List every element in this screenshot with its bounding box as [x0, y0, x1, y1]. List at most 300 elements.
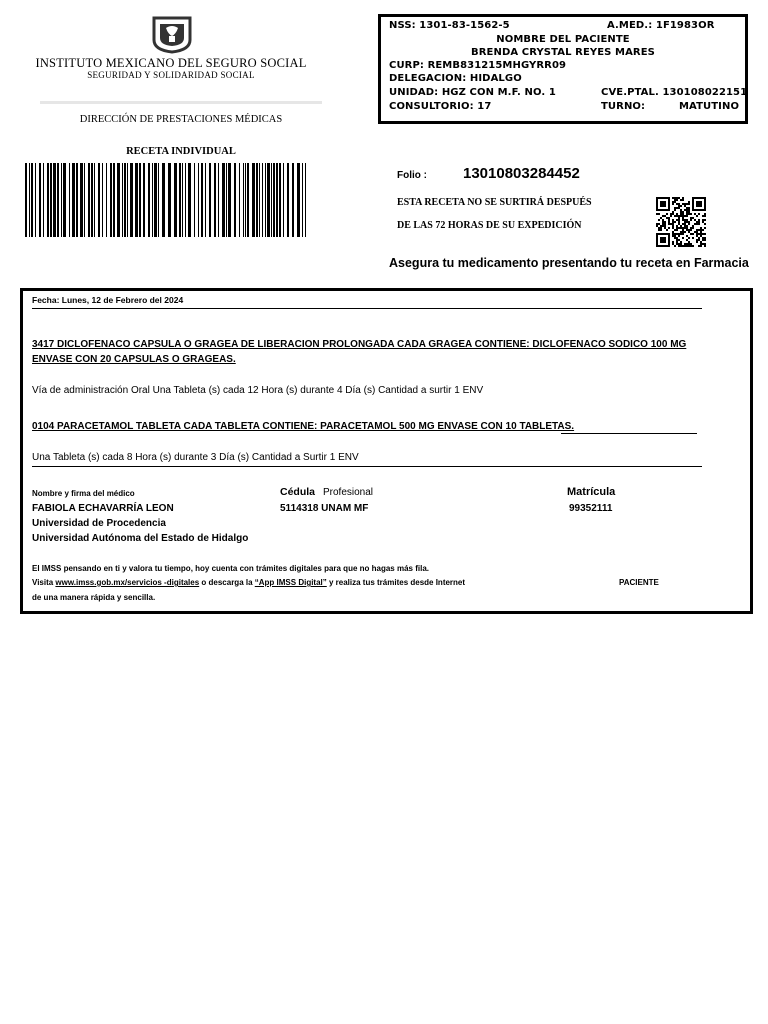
- barcode-bar: [239, 163, 240, 237]
- qr-module: [680, 215, 682, 217]
- patient-delegacion: DELEGACION: HIDALGO: [389, 73, 522, 84]
- barcode-bar: [256, 163, 258, 237]
- barcode-bar: [84, 163, 85, 237]
- qr-module: [704, 245, 706, 247]
- qr-module: [678, 221, 680, 223]
- document-type: RECETA INDIVIDUAL: [126, 146, 236, 157]
- qr-module: [666, 213, 668, 215]
- qr-module: [676, 213, 678, 215]
- qr-module: [696, 241, 698, 243]
- qr-module: [698, 229, 700, 231]
- qr-module: [666, 217, 668, 219]
- barcode-bar: [214, 163, 216, 237]
- barcode-bar: [158, 163, 159, 237]
- qr-module: [676, 197, 678, 199]
- qr-module: [672, 211, 674, 213]
- barcode-bar: [124, 163, 126, 237]
- qr-module: [686, 227, 688, 229]
- qr-module: [692, 225, 694, 227]
- expiry-warning-line2: DE LAS 72 HORAS DE SU EXPEDICIÓN: [397, 220, 582, 231]
- qr-module: [672, 213, 674, 215]
- barcode-bar: [252, 163, 255, 237]
- qr-module: [672, 233, 674, 235]
- qr-module: [684, 205, 686, 207]
- qr-module: [674, 215, 676, 217]
- qr-module: [672, 231, 674, 233]
- folio-number: 13010803284452: [463, 165, 580, 182]
- qr-module: [696, 223, 698, 225]
- qr-module: [674, 199, 676, 201]
- qr-finder: [660, 201, 666, 207]
- barcode-bar: [174, 163, 177, 237]
- qr-module: [700, 243, 702, 245]
- qr-module: [676, 215, 678, 217]
- qr-module: [674, 209, 676, 211]
- barcode-bar: [80, 163, 83, 237]
- barcode-bar: [122, 163, 123, 237]
- qr-module: [656, 225, 658, 227]
- qr-module: [692, 245, 694, 247]
- qr-module: [684, 215, 686, 217]
- barcode-bar: [61, 163, 62, 237]
- barcode-bar: [194, 163, 195, 237]
- barcode-bar: [297, 163, 300, 237]
- qr-module: [698, 237, 700, 239]
- qr-module: [694, 219, 696, 221]
- qr-module: [672, 201, 674, 203]
- qr-module: [692, 227, 694, 229]
- qr-module: [662, 225, 664, 227]
- qr-module: [672, 225, 674, 227]
- medication-2-dosage: Una Tableta (s) cada 8 Hora (s) durante 3 Día (s) Cantidad a Surtir 1 ENV: [32, 452, 359, 463]
- qr-module: [690, 229, 692, 231]
- qr-module: [688, 201, 690, 203]
- barcode-bar: [182, 163, 183, 237]
- folio-label: Folio :: [397, 170, 427, 181]
- qr-module: [672, 203, 674, 205]
- patient-curp: CURP: REMB831215MHGYRR09: [389, 60, 567, 71]
- barcode-bar: [234, 163, 236, 237]
- profesional-label: Profesional: [323, 487, 374, 498]
- qr-module: [694, 213, 696, 215]
- qr-module: [688, 213, 690, 215]
- qr-module: [696, 239, 698, 241]
- qr-module: [686, 245, 688, 247]
- qr-module: [670, 223, 672, 225]
- institution-name: INSTITUTO MEXICANO DEL SEGURO SOCIAL: [35, 56, 307, 70]
- barcode-bar: [154, 163, 157, 237]
- qr-module: [682, 215, 684, 217]
- barcode-bar: [265, 163, 266, 237]
- qr-module: [682, 219, 684, 221]
- qr-module: [668, 221, 670, 223]
- download-text: o descarga la: [199, 578, 255, 587]
- barcode-bar: [228, 163, 231, 237]
- qr-module: [680, 245, 682, 247]
- qr-module: [668, 219, 670, 221]
- qr-module: [688, 245, 690, 247]
- qr-module: [696, 233, 698, 235]
- date-divider: [32, 308, 702, 309]
- barcode-bar: [247, 163, 249, 237]
- barcode-bar: [245, 163, 246, 237]
- qr-module: [672, 221, 674, 223]
- qr-module: [664, 221, 666, 223]
- qr-module: [658, 229, 660, 231]
- qr-module: [680, 231, 682, 233]
- qr-module: [686, 243, 688, 245]
- barcode-bar: [50, 163, 52, 237]
- patient-nss: NSS: 1301-83-1562-5: [389, 20, 510, 31]
- qr-module: [676, 199, 678, 201]
- qr-module: [698, 221, 700, 223]
- department-name: DIRECCIÓN DE PRESTACIONES MÉDICAS: [79, 114, 283, 125]
- medication-1-description: 3417 DICLOFENACO CAPSULA O GRAGEA DE LIBERACION PROLONGADA CADA GRAGEA CONTIENE: DICLOFENACO SODICO 100 MG: [32, 339, 687, 350]
- barcode-bar: [185, 163, 186, 237]
- barcode-bar: [279, 163, 281, 237]
- qr-module: [680, 211, 682, 213]
- patient-cve-ptal: CVE.PTAL. 130108022151: [601, 87, 748, 98]
- qr-module: [702, 221, 704, 223]
- doctor-signature-label: Nombre y firma del médico: [32, 489, 135, 498]
- qr-module: [678, 205, 680, 207]
- qr-module: [672, 223, 674, 225]
- qr-module: [702, 243, 704, 245]
- qr-module: [704, 227, 706, 229]
- imss-logo-icon: [150, 14, 194, 54]
- barcode-bar: [287, 163, 289, 237]
- barcode-bar: [102, 163, 103, 237]
- doctor-cedula: 5114318 UNAM MF: [280, 503, 369, 514]
- barcode-bar: [57, 163, 59, 237]
- qr-module: [678, 227, 680, 229]
- qr-module: [684, 219, 686, 221]
- qr-module: [672, 227, 674, 229]
- qr-module: [698, 213, 700, 215]
- qr-module: [688, 203, 690, 205]
- qr-module: [680, 233, 682, 235]
- qr-module: [678, 215, 680, 217]
- qr-module: [674, 237, 676, 239]
- patient-turno-label: TURNO:: [601, 101, 646, 112]
- qr-module: [690, 217, 692, 219]
- qr-module: [658, 227, 660, 229]
- qr-module: [700, 245, 702, 247]
- qr-module: [668, 217, 670, 219]
- barcode-bar: [72, 163, 75, 237]
- qr-module: [688, 241, 690, 243]
- qr-module: [692, 233, 694, 235]
- qr-module: [684, 225, 686, 227]
- qr-module: [676, 227, 678, 229]
- doctor-name: FABIOLA ECHAVARRÍA LEON: [32, 503, 174, 514]
- qr-module: [678, 245, 680, 247]
- qr-module: [660, 227, 662, 229]
- qr-module: [682, 223, 684, 225]
- qr-module: [684, 209, 686, 211]
- qr-module: [704, 237, 706, 239]
- qr-module: [674, 201, 676, 203]
- qr-module: [692, 217, 694, 219]
- barcode-bar: [29, 163, 30, 237]
- barcode-bar: [43, 163, 44, 237]
- qr-module: [700, 241, 702, 243]
- qr-module: [686, 211, 688, 213]
- qr-module: [692, 237, 694, 239]
- qr-module: [656, 223, 658, 225]
- qr-module: [672, 241, 674, 243]
- qr-module: [684, 203, 686, 205]
- qr-module: [682, 217, 684, 219]
- qr-module: [700, 227, 702, 229]
- qr-module: [682, 203, 684, 205]
- qr-module: [688, 207, 690, 209]
- patient-turno: MATUTINO: [679, 101, 740, 112]
- qr-module: [674, 235, 676, 237]
- barcode-bar: [226, 163, 227, 237]
- barcode-bar: [63, 163, 66, 237]
- barcode-bar: [222, 163, 225, 237]
- imss-digital-notice: El IMSS pensando en ti y valora tu tiempo, hoy cuenta con trámites digitales para que no hagas más fila.: [32, 564, 429, 573]
- qr-module: [660, 225, 662, 227]
- qr-module: [696, 215, 698, 217]
- qr-module: [680, 205, 682, 207]
- qr-module: [702, 215, 704, 217]
- visit-text: Visita: [32, 578, 56, 587]
- qr-module: [690, 245, 692, 247]
- qr-module: [680, 243, 682, 245]
- qr-finder: [696, 201, 702, 207]
- qr-module: [668, 227, 670, 229]
- medication-2-underline: [561, 433, 697, 434]
- barcode-bar: [88, 163, 90, 237]
- qr-module: [690, 227, 692, 229]
- qr-module: [688, 209, 690, 211]
- qr-module: [660, 217, 662, 219]
- qr-module: [680, 241, 682, 243]
- qr-module: [678, 197, 680, 199]
- patient-amed: A.MED.: 1F1983OR: [607, 20, 715, 31]
- qr-module: [688, 231, 690, 233]
- qr-module: [686, 235, 688, 237]
- barcode-bar: [110, 163, 112, 237]
- qr-module: [702, 233, 704, 235]
- doctor-matricula: 99352111: [569, 503, 613, 514]
- barcode-bar: [198, 163, 199, 237]
- qr-module: [682, 211, 684, 213]
- qr-module: [678, 217, 680, 219]
- barcode-bar: [262, 163, 263, 237]
- qr-module: [684, 243, 686, 245]
- barcode-bar: [201, 163, 203, 237]
- qr-module: [678, 203, 680, 205]
- qr-module: [700, 235, 702, 237]
- cedula-label: Cédula: [280, 486, 316, 498]
- qr-module: [704, 223, 706, 225]
- barcode-bar: [76, 163, 78, 237]
- barcode-bar: [188, 163, 191, 237]
- qr-module: [662, 223, 664, 225]
- expiry-warning-line1: ESTA RECETA NO SE SURTIRÁ DESPUÉS: [397, 197, 592, 208]
- patient-name-label: NOMBRE DEL PACIENTE: [496, 34, 630, 45]
- matricula-label: Matrícula: [567, 486, 616, 498]
- qr-module: [690, 243, 692, 245]
- qr-module: [686, 209, 688, 211]
- barcode-bar: [271, 163, 272, 237]
- qr-module: [676, 207, 678, 209]
- qr-module: [684, 231, 686, 233]
- qr-module: [686, 221, 688, 223]
- barcode-bar: [31, 163, 33, 237]
- barcode-bar: [205, 163, 206, 237]
- qr-module: [686, 225, 688, 227]
- qr-module: [704, 213, 706, 215]
- barcode-bar: [209, 163, 211, 237]
- qr-module: [698, 245, 700, 247]
- qr-module: [670, 213, 672, 215]
- qr-module: [676, 243, 678, 245]
- qr-module: [680, 199, 682, 201]
- imss-digital-visit: [32, 578, 465, 587]
- barcode-bar: [35, 163, 36, 237]
- qr-module: [664, 223, 666, 225]
- copy-recipient-label: PACIENTE: [619, 578, 659, 587]
- qr-module: [704, 219, 706, 221]
- qr-module: [690, 219, 692, 221]
- imss-app-name: “App IMSS Digital”: [254, 578, 327, 587]
- qr-module: [686, 219, 688, 221]
- medications-divider: [32, 466, 702, 467]
- qr-module: [664, 227, 666, 229]
- qr-module: [698, 239, 700, 241]
- qr-module: [674, 245, 676, 247]
- barcode-bar: [152, 163, 153, 237]
- qr-module: [682, 237, 684, 239]
- patient-consultorio: CONSULTORIO: 17: [389, 101, 492, 112]
- barcode-bar: [292, 163, 294, 237]
- barcode-bar: [162, 163, 165, 237]
- qr-module: [696, 235, 698, 237]
- qr-module: [680, 227, 682, 229]
- barcode-bar: [127, 163, 128, 237]
- barcode: [25, 163, 309, 237]
- qr-module: [682, 231, 684, 233]
- medication-1-description-cont: ENVASE CON 20 CAPSULAS O GRAGEAS.: [32, 354, 236, 365]
- medication-2-description: 0104 PARACETAMOL TABLETA CADA TABLETA CONTIENE: PARACETAMOL 500 MG ENVASE CON 10 TABLETAS.: [32, 421, 575, 432]
- barcode-bar: [276, 163, 278, 237]
- qr-module: [688, 223, 690, 225]
- qr-module: [656, 213, 658, 215]
- qr-module: [698, 233, 700, 235]
- patient-info-box: [378, 14, 748, 124]
- barcode-bar: [139, 163, 141, 237]
- qr-module: [686, 239, 688, 241]
- qr-module: [690, 233, 692, 235]
- qr-module: [662, 215, 664, 217]
- qr-module: [682, 233, 684, 235]
- qr-module: [696, 231, 698, 233]
- qr-module: [702, 219, 704, 221]
- patient-name: BRENDA CRYSTAL REYES MARES: [471, 47, 655, 58]
- imss-services-link[interactable]: www.imss.gob.mx/servicios -digitales: [55, 578, 200, 587]
- qr-module: [662, 221, 664, 223]
- doctor-university: Universidad Autónoma del Estado de Hidalgo: [32, 533, 249, 544]
- qr-module: [678, 219, 680, 221]
- qr-module: [682, 245, 684, 247]
- barcode-bar: [243, 163, 244, 237]
- qr-module: [674, 229, 676, 231]
- qr-module: [702, 237, 704, 239]
- qr-module: [678, 243, 680, 245]
- barcode-bar: [53, 163, 56, 237]
- qr-module: [674, 197, 676, 199]
- barcode-bar: [98, 163, 100, 237]
- qr-module: [684, 245, 686, 247]
- qr-module: [676, 241, 678, 243]
- qr-module: [700, 229, 702, 231]
- barcode-bar: [283, 163, 284, 237]
- qr-module: [686, 207, 688, 209]
- prescription-box: [20, 288, 753, 614]
- qr-module: [682, 213, 684, 215]
- qr-module: [694, 231, 696, 233]
- qr-module: [688, 211, 690, 213]
- university-label: Universidad de Procedencia: [32, 518, 166, 529]
- qr-module: [674, 233, 676, 235]
- qr-module: [670, 215, 672, 217]
- barcode-bar: [305, 163, 306, 237]
- qr-module: [700, 231, 702, 233]
- qr-module: [664, 225, 666, 227]
- qr-module: [700, 233, 702, 235]
- barcode-bar: [168, 163, 171, 237]
- qr-module: [660, 229, 662, 231]
- qr-module: [684, 221, 686, 223]
- qr-module: [658, 213, 660, 215]
- pharmacy-notice: Asegura tu medicamento presentando tu receta en Farmacia: [389, 256, 749, 270]
- qr-module: [682, 197, 684, 199]
- qr-code: [656, 197, 706, 247]
- barcode-bar: [47, 163, 49, 237]
- barcode-bar: [267, 163, 270, 237]
- qr-module: [658, 223, 660, 225]
- qr-module: [682, 199, 684, 201]
- barcode-bar: [94, 163, 95, 237]
- qr-module: [698, 223, 700, 225]
- qr-module: [678, 233, 680, 235]
- barcode-bar: [143, 163, 145, 237]
- qr-module: [690, 213, 692, 215]
- barcode-bar: [91, 163, 93, 237]
- qr-module: [702, 239, 704, 241]
- qr-module: [672, 219, 674, 221]
- header-divider: [40, 101, 322, 104]
- qr-module: [684, 223, 686, 225]
- qr-module: [680, 209, 682, 211]
- barcode-bar: [135, 163, 138, 237]
- qr-module: [678, 235, 680, 237]
- qr-module: [702, 229, 704, 231]
- barcode-bar: [259, 163, 260, 237]
- qr-module: [676, 219, 678, 221]
- barcode-bar: [130, 163, 133, 237]
- barcode-bar: [302, 163, 303, 237]
- barcode-bar: [273, 163, 275, 237]
- qr-module: [672, 243, 674, 245]
- qr-module: [672, 197, 674, 199]
- qr-module: [680, 213, 682, 215]
- qr-module: [698, 219, 700, 221]
